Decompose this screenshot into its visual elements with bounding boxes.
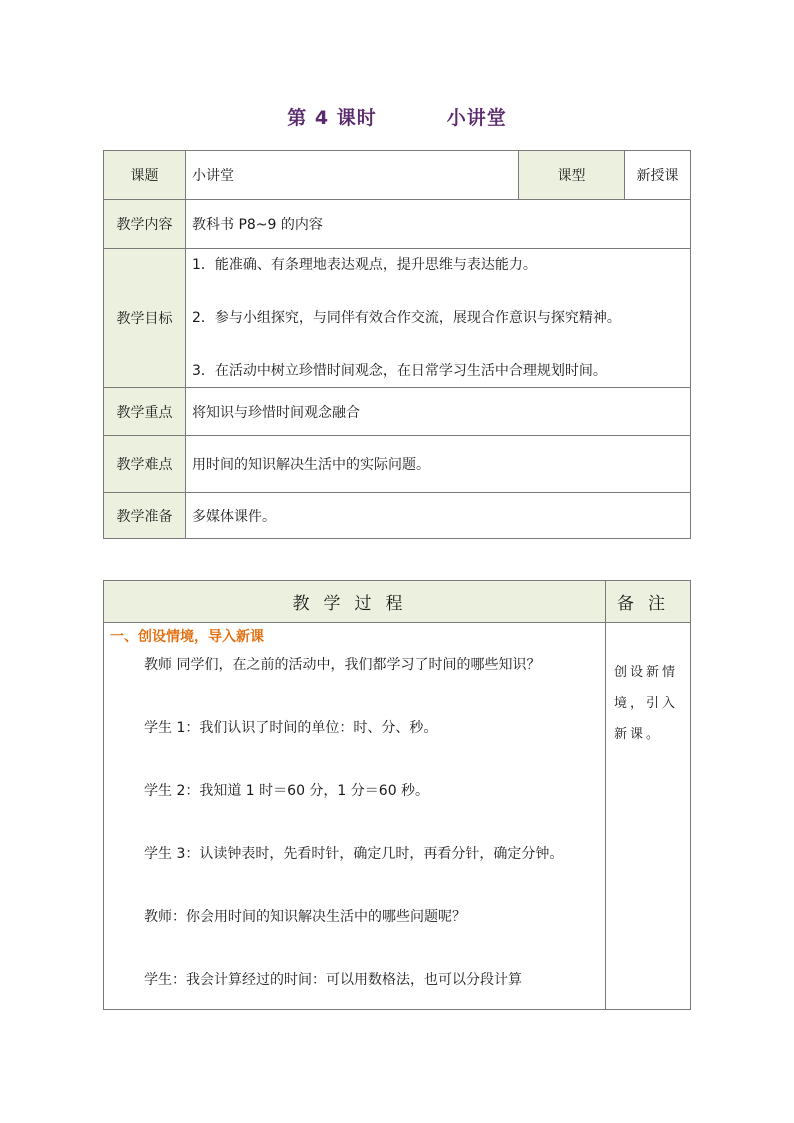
note-header: 备注 [606, 581, 691, 623]
process-body-row [104, 623, 691, 1010]
focus-row [104, 388, 691, 436]
goal-list [186, 249, 691, 388]
focus-label: 教学重点 [104, 388, 186, 436]
process-note: 创设新情境，引入新课。 [606, 623, 691, 1010]
prep-value: 多媒体课件。 [186, 493, 691, 539]
goal-item: 1．能准确、有条理地表达观点，提升思维与表达能力。 [192, 257, 537, 273]
topic-row [104, 151, 691, 200]
dialogue-line: 学生 2：我知道 1 时＝60 分，1 分＝60 秒。 [144, 783, 430, 799]
lesson-topic: 小讲堂 [446, 107, 507, 129]
dialogue-line: 教师：你会用时间的知识解决生活中的哪些问题呢？ [144, 909, 466, 925]
goal-row [104, 249, 691, 388]
type-value: 新授课 [625, 151, 691, 200]
difficulty-value: 用时间的知识解决生活中的实际问题。 [186, 436, 691, 493]
process-header: 教学过程 [104, 581, 606, 623]
difficulty-row [104, 436, 691, 493]
content-row [104, 200, 691, 249]
prep-row [104, 493, 691, 539]
dialogue-line: 学生 1：我们认识了时间的单位：时、分、秒。 [144, 720, 438, 736]
goal-item: 3．在活动中树立珍惜时间观念，在日常学习生活中合理规划时间。 [192, 363, 607, 379]
process-content [104, 623, 606, 1010]
difficulty-label: 教学难点 [104, 436, 186, 493]
content-label: 教学内容 [104, 200, 186, 249]
goal-item: 2．参与小组探究，与同伴有效合作交流，展现合作意识与探究精神。 [192, 310, 621, 326]
process-header-row [104, 581, 691, 623]
type-label: 课型 [519, 151, 625, 200]
topic-value: 小讲堂 [186, 151, 519, 200]
dialogue-line: 学生 3：认读钟表时，先看时针，确定几时，再看分针，确定分钟。 [144, 846, 564, 862]
page-title [0, 103, 794, 130]
lesson-info-table [103, 150, 691, 539]
dialogue-line: 教师 同学们，在之前的活动中，我们都学习了时间的哪些知识？ [144, 657, 541, 673]
goal-label: 教学目标 [104, 249, 186, 388]
topic-label: 课题 [104, 151, 186, 200]
lesson-number: 第 4 课时 [287, 107, 377, 129]
section-title: 一、创设情境，导入新课 [110, 629, 264, 645]
content-value: 教科书 P8~9 的内容 [186, 200, 691, 249]
focus-value: 将知识与珍惜时间观念融合 [186, 388, 691, 436]
teaching-process-table [103, 580, 691, 1010]
dialogue-line: 学生：我会计算经过的时间：可以用数格法，也可以分段计算 [144, 972, 522, 988]
prep-label: 教学准备 [104, 493, 186, 539]
